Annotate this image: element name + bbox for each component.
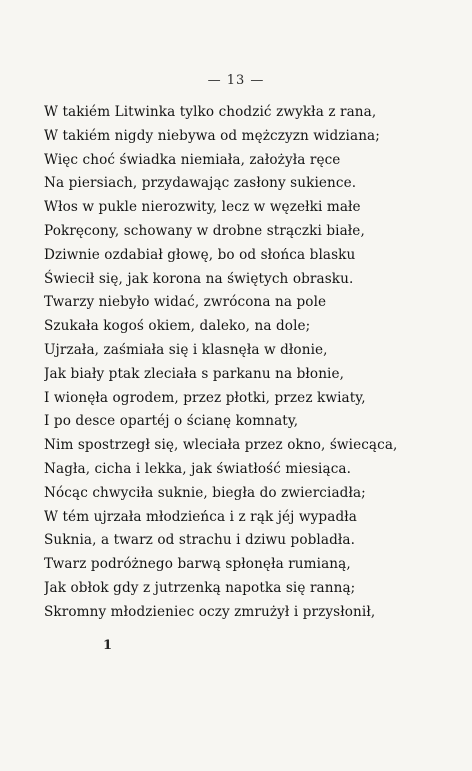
verse-line: Twarz podróżnego barwą spłonęła rumianą, <box>44 556 351 573</box>
verse-line: Pokręcony, schowany w drobne strączki białe, <box>44 222 365 239</box>
verse-line: Skromny młodzieniec oczy zmrużył i przysłonił, <box>44 603 376 620</box>
verse-line: I wionęła ogrodem, przez płotki, przez kwiaty, <box>44 389 366 406</box>
verse-line: Świecił się, jak korona na świętych obrasku. <box>44 270 354 287</box>
verse-line: Nócąc chwyciła suknie, biegła do zwierciadła; <box>44 484 366 501</box>
verse-line: Włos w pukle nierozwity, lecz w węzełki małe <box>44 199 361 216</box>
poem-text <box>44 101 444 625</box>
verse-line: Na piersiach, przydawając zasłony sukience. <box>44 175 357 192</box>
verse-line: Twarzy niebyło widać, zwrócona na pole <box>44 294 327 311</box>
verse-line: Nim spostrzegł się, wleciała przez okno, świecąca, <box>44 437 398 454</box>
verse-line: Nagła, cicha i lekka, jak światłość miesiąca. <box>44 460 352 477</box>
verse-line: Szukała kogoś okiem, daleko, na dole; <box>44 318 311 335</box>
verse-line: Jak obłok gdy z jutrzenką napotka się ranną; <box>44 579 356 596</box>
verse-line: I po desce opartéj o ścianę komnaty, <box>44 413 299 430</box>
verse-line: W takiém Litwinka tylko chodzić zwykła z rana, <box>44 104 377 120</box>
verse-line: W takiém nigdy niebywa od mężczyzn widziana; <box>44 127 380 144</box>
verse-line: Ujrzała, zaśmiała się i klasnęła w dłonie, <box>44 341 328 358</box>
verse-line: Suknia, a twarz od strachu i dziwu pobladła. <box>44 532 356 549</box>
verse-line: Dziwnie ozdabiał głowę, bo od słońca blasku <box>44 246 356 263</box>
verse-line: Więc choć świadka niemiała, założyła ręce <box>44 151 341 168</box>
verse-line: W tém ujrzała młodzieńca i z rąk jéj wypadła <box>44 508 357 525</box>
verse-line: Jak biały ptak zleciała s parkanu na błonie, <box>44 365 345 382</box>
printer-signature-mark: 1 <box>103 638 113 653</box>
page-number-header: — 13 — <box>207 73 265 88</box>
